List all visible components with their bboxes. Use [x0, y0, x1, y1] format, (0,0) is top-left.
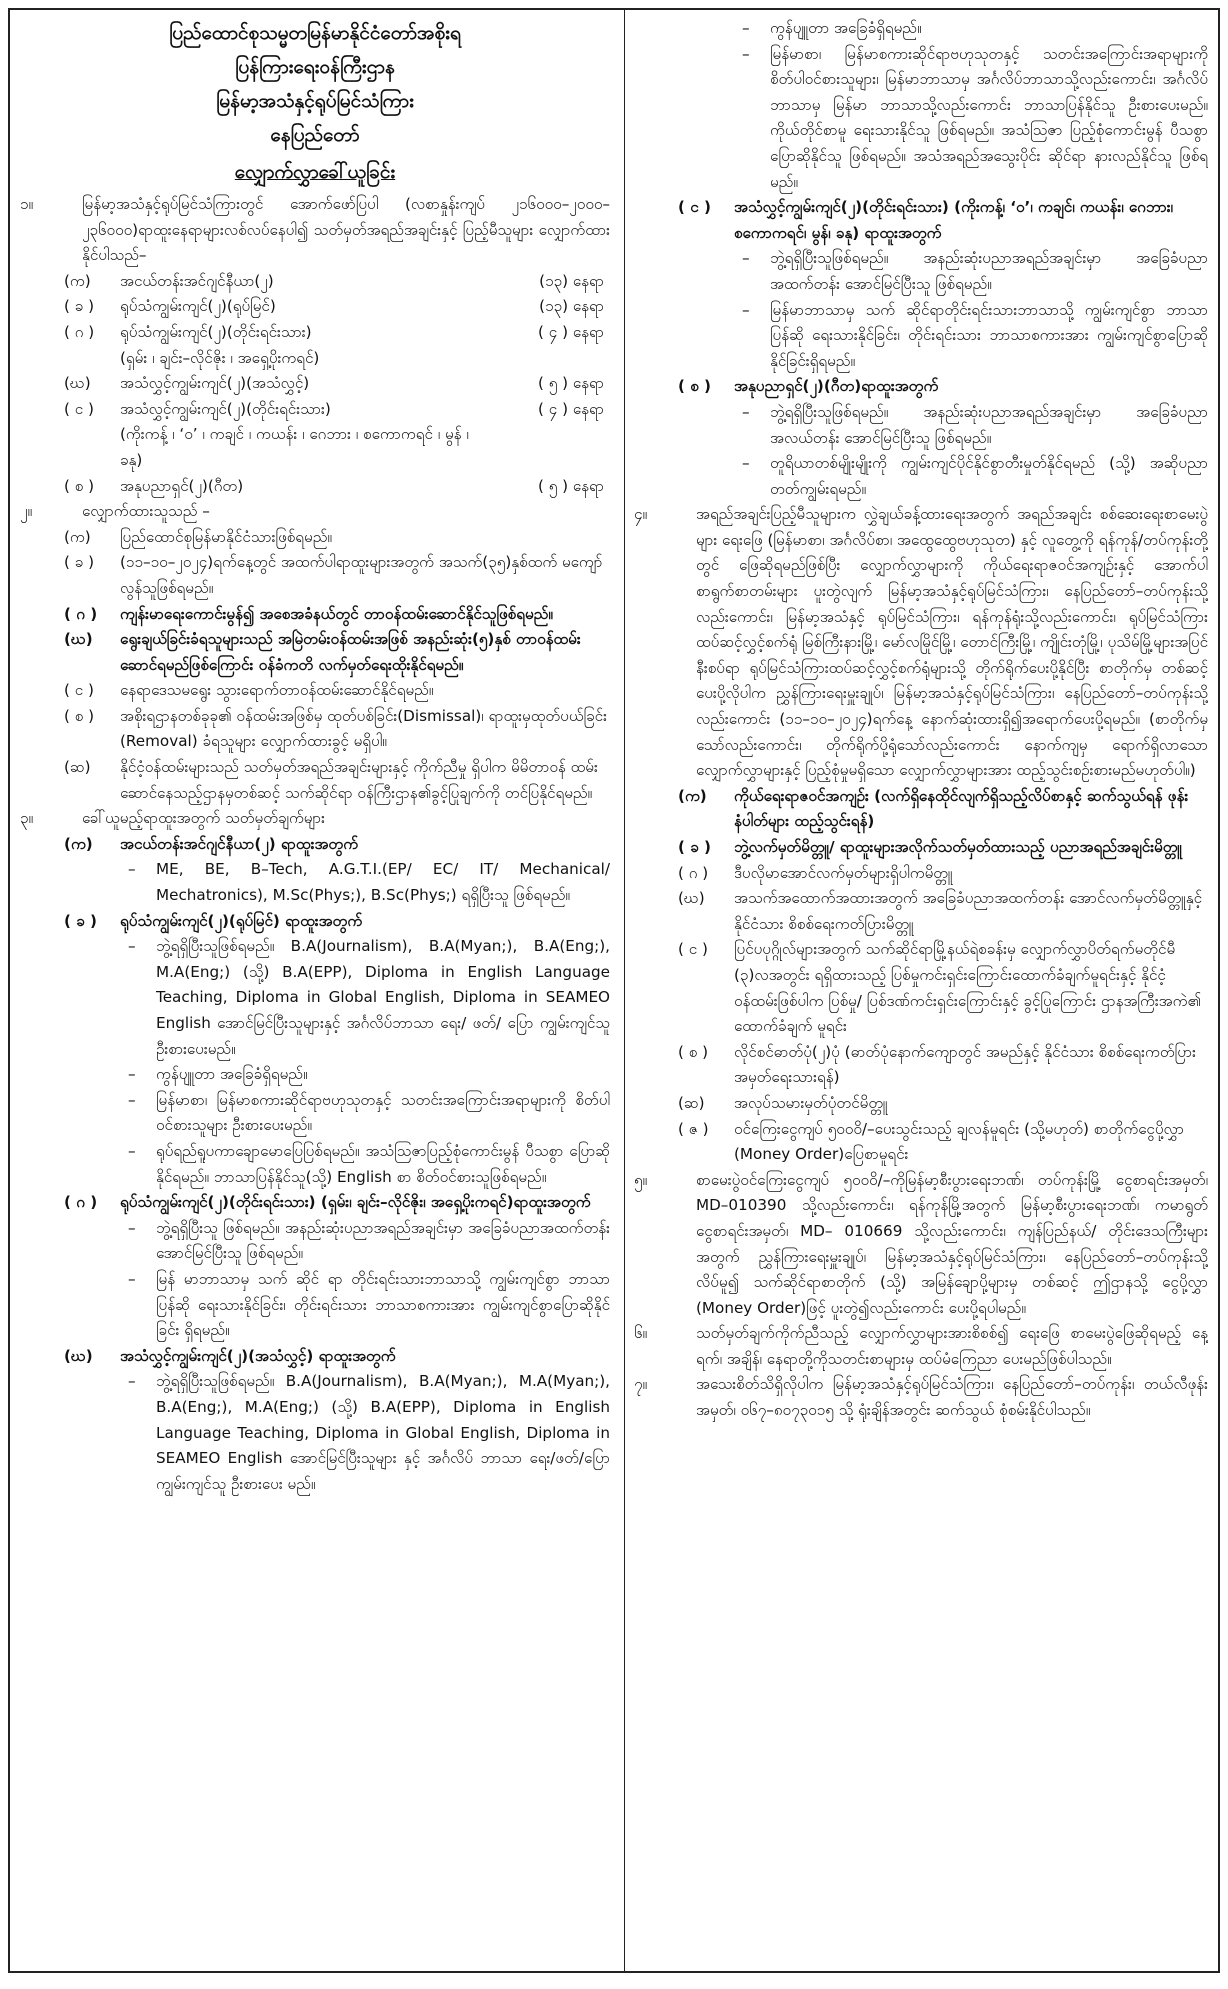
bullet-text: ရုပ်ရည်ရူပကာချောမောပြေပြစ်ရမည်။ အသံဩဇာပြည့်စုံကောင်းမွန် ပီသစွာ ပြောဆိုနိုင်ရမည်။ ဘာသာပြန်နိုင်သူ(သို့) English စာ စိတ်ဝင်စားသူဖြစ်ရမည်။ [156, 1141, 610, 1186]
section-4-num: ၄။ [634, 505, 648, 524]
item-text: (ကိုးကန့် ၊ ‘ဝ’ ၊ ကချင် ၊ ကယန်း ၊ ဂေဘား ၊ စကောကရင် ၊ မွန် ၊ ခနု) [120, 425, 469, 469]
section-5-text: စာမေးပွဲဝင်ကြေးငွေကျပ် ၅၀၀၀ိ/–ကိုမြန်မာ့စီးပွားရေးဘဏ်၊ တပ်ကုန်းမြို့ ငွေစာရင်းအမှတ်၊ MD–010390 သို့လည်းကောင်း၊ ရန်ကုန်မြို့အတွက် မြန်မာ့စီးပွားရေးဘဏ်၊ ကမာရွတ် ငွေစာရင်းအမှတ်၊ MD– 010669 သို့လည်းကောင်း၊ ကျန်ပြည်နယ်/ တိုင်းဒေသကြီးများအတွက် ညွှန်ကြားရေးမှူးချုပ်၊ မြန်မာ့အသံနှင့်ရုပ်မြင်သံကြား၊ နေပြည်တော်–တပ်ကုန်းသို့ လိပ်မူ၍ သက်ဆိုင်ရာစာတိုက် (သို့) အမြန်ချောပို့များမှ တစ်ဆင့် ဤဌာနသို့ ငွေပို့လွှာ (Money Order)ဖြင့် ပူးတွဲ၍လည်းကောင်း ပေးပို့ရပါမည်။ [696, 1170, 1208, 1317]
bullet-text: ME, BE, B–Tech, A.G.T.I.(EP/ EC/ IT/ Mechanical/ Mechatronics), M.Sc(Phys;), B.Sc(Phys;) ရရှိပြီးသူ ဖြစ်ရမည်။ [156, 860, 610, 905]
section-3 [20, 806, 610, 832]
group-title: အငယ်တန်းအင်ဂျင်နီယာ(၂) ရာထူးအတွက် [120, 834, 359, 853]
list-item [634, 784, 1208, 835]
header [20, 16, 610, 192]
item-label: ( ဇ ) [678, 1119, 709, 1138]
header-title: လျှောက်လွှာခေါ်ယူခြင်း [234, 161, 396, 183]
item-text: (၁၁–၁၀–၂၀၂၄)ရက်နေ့တွင် အထက်ပါရာထူးများအတွက် အသက်(၃၅)နှစ်ထက် မကျော်လွန်သူဖြစ်ရမည်။ [120, 553, 603, 597]
item-label: (ဆ) [678, 1093, 705, 1112]
list-item [20, 678, 610, 704]
item-label: ( ဂ ) [678, 863, 709, 882]
section-3-groups [20, 832, 610, 1497]
item-label: (ဃ) [678, 889, 705, 908]
bullet-dash: – [742, 402, 750, 421]
continued-bullets [634, 16, 1208, 195]
left-column [20, 16, 620, 1965]
list-item [20, 755, 610, 806]
item-text: အသံလွှင့်ကျွမ်းကျင်(၂)(အသံလွှင့်) [120, 374, 310, 393]
item-places: ( ၄ ) နေရာ [538, 399, 604, 418]
item-label: ( ဂ ) [64, 322, 95, 341]
section-5-num: ၅။ [634, 1170, 648, 1189]
bullet-text: ဘွဲ့ရရှိပြီးသူဖြစ်ရမည်။ B.A(Journalism), B.A(Myan;), B.A(Eng;), M.A(Eng;) (သို့) B.A(EPP), Diploma in English Language Teaching, Diploma in Global English, Diploma in SEAMEO English အောင်မြင်ပြီးသူများနှင့် အင်္ဂလိပ်ဘာသာ ရေး/ ဖတ်/ ပြော ကျွမ်းကျင်သူ ဦးစားပေးမည်။ [156, 937, 610, 1058]
item-label: ( ခ ) [678, 838, 712, 856]
section-4 [634, 502, 1208, 784]
item-text: အလုပ်သမားမှတ်ပုံတင်မိတ္တူ [734, 1093, 888, 1112]
item-text: အစိုးရဌာနတစ်ခုခု၏ ဝန်ထမ်းအဖြစ်မှ ထုတ်ပစ်ခြင်း(Dismissal)၊ ရာထူးမှထုတ်ပယ်ခြင်း (Removal) ခံရသူများ လျှောက်ထားခွင့် မရှိပါ။ [120, 706, 607, 751]
item-text: ပြည်ထောင်စုမြန်မာနိုင်ငံသားဖြစ်ရမည်။ [120, 527, 332, 546]
item-text: ဘွဲ့လက်မှတ်မိတ္တူ/ ရာထူးများအလိုက်သတ်မှတ်ထားသည့် ပညာအရည်အချင်းမိတ္တူ [734, 838, 1182, 856]
item-text: နေရာဒေသမရွေး သွားရောက်တာဝန်ထမ်းဆောင်နိုင်ရမည်။ [120, 681, 434, 700]
list-item [634, 861, 1208, 887]
group-heading [20, 909, 610, 935]
bullet-dash: – [742, 19, 750, 37]
section-3-num: ၃။ [20, 809, 34, 828]
bullet-item [634, 451, 1208, 502]
item-text: အနုပညာရှင်(၂)(ဂီတ) [120, 476, 244, 495]
group-title: အသံလွှင့်ကျွမ်းကျင်(၂)(အသံလွှင့်) ရာထူးအတွက် [120, 1346, 396, 1365]
bullet-dash: – [128, 1269, 136, 1288]
group-label: ( င ) [678, 198, 711, 217]
item-text: ကိုယ်ရေးရာဇဝင်အကျဉ်း (လက်ရှိနေထိုင်လျက်ရှိသည့်လိပ်စာနှင့် ဆက်သွယ်ရန် ဖုန်းနံပါတ်များ ထည့်သွင်းရန်) [734, 786, 1189, 831]
section-6-text: သတ်မှတ်ချက်ကိုက်ညီသည့် လျှောက်လွှာများအားစိစစ်၍ ရေးဖြေ စာမေးပွဲဖြေဆိုရမည့် နေ့ရက်၊ အချိန်၊ နေရာတို့ကိုသတင်းစာများမှ ထပ်မံကြေညာ ပေးမည်ဖြစ်ပါသည်။ [696, 1324, 1208, 1368]
bullet-text: ဘွဲ့ရရှိပြီးသူဖြစ်ရမည်။ B.A(Journalism), B.A(Myan;), M.A(Myan;), B.A(Eng;), M.A(Eng;) (သို့) B.A(EPP), Diploma in English Language Teaching, Diploma in Global English, Diploma in SEAMEO English အောင်မြင်ပြီးသူများ နှင့် အင်္ဂလိပ် ဘာသာ ရေး/ဖတ်/ပြော ကျွမ်းကျင်သူ ဦးစားပေး မည်။ [156, 1372, 610, 1493]
bullet-item [634, 16, 1208, 42]
group-sa [634, 374, 1208, 502]
group-label: ( ဂ ) [64, 1193, 98, 1212]
list-item [634, 937, 1208, 1039]
group-nga [634, 195, 1208, 374]
bullet-dash: – [128, 860, 136, 879]
item-label: ( င ) [64, 399, 94, 418]
group-label: ( စ ) [678, 377, 712, 396]
section-6 [634, 1321, 1208, 1372]
item-places: (၁၃) နေရာ [539, 297, 604, 316]
bullet-item [20, 934, 610, 1062]
item-text: လိုင်စင်ဓာတ်ပုံ(၂)ပုံ (ဓာတ်ပုံနောက်ကျောတွင် အမည်နှင့် နိုင်ငံသား စိစစ်ရေးကတ်ပြားအမှတ်ရေးသားရန်) [734, 1042, 1196, 1087]
item-text: ရွေးချယ်ခြင်းခံရသူများသည် အမြဲတမ်းဝန်ထမ်းအဖြစ် အနည်းဆုံး(၅)နှစ် တာဝန်ထမ်းဆောင်ရမည်ဖြစ်ကြောင်း ဝန်ခံကတိ လက်မှတ်ရေးထိုးနိုင်ရမည်။ [120, 630, 581, 674]
item-label: ( င ) [678, 940, 708, 959]
item-label [64, 346, 120, 372]
list-item [20, 474, 610, 500]
bullet-item [20, 1267, 610, 1344]
bullet-text: မြန်မာဘာသာမှ သက် ဆိုင်ရာတိုင်းရင်းသားဘာသာသို့ ကျွမ်းကျင်စွာ ဘာသာပြန်ဆို ရေးသားနိုင်ခြင်း၊ တိုင်းရင်းသား ဘာသာစကားအား ကျွမ်းကျင်စွာပြောဆိုနိုင်ခြင်းရှိရမည်။ [770, 300, 1208, 370]
bullet-text: မြန်မာစာ၊ မြန်မာစကားဆိုင်ရာဗဟုသုတနှင့် သတင်းအကြောင်းအရာများကို စိတ်ပါဝင်စားသူများ၊ မြန်မာဘာသာမှ အင်္ဂလိပ်ဘာသာသို့လည်းကောင်း၊ အင်္ဂလိပ်ဘာသာမှ မြန်မာ ဘာသာသို့လည်းကောင်း ဘာသာပြန်နိုင်သူ ဦးစားပေးမည်။ ကိုယ်တိုင်စာမူ ရေးသားနိုင်သူ ဖြစ်ရမည်။ အသံဩဇာ ပြည့်စုံကောင်းမွန် ပီသစွာ ပြောဆိုနိုင်သူ ဖြစ်ရမည်။ အသံအရည်အသွေးပိုင်း ဆိုင်ရာ နားလည်နိုင်သူ ဖြစ်ရမည်။ [770, 44, 1208, 191]
list-item [634, 886, 1208, 937]
section-1-text: မြန်မာ့အသံနှင့်ရုပ်မြင်သံကြားတွင် အောက်ဖော်ပြပါ (လစာနှုန်းကျပ် ၂၁၆၀၀၀–၂၀၀၀–၂၃၆၀၀၀)ရာထူးနေရာများလစ်လပ်နေပါ၍ သတ်မှတ်အရည်အချင်းနှင့် ပြည့်မီသူများ လျှောက်ထားနိုင်ပါသည်– [82, 195, 610, 265]
item-places: ( ၄ ) နေရာ [538, 322, 604, 341]
column-divider [624, 10, 625, 1971]
item-text: ဒီပလိုမာအောင်လက်မှတ်များရှိပါကမိတ္တူ [734, 863, 953, 882]
item-text: ရုပ်သံကျွမ်းကျင်(၂)(တိုင်းရင်းသား) [120, 322, 312, 341]
bullet-dash: – [742, 454, 750, 473]
section-4-items [634, 784, 1208, 1168]
list-item [20, 422, 610, 473]
section-5 [634, 1168, 1208, 1322]
bullet-item [634, 298, 1208, 375]
list-item [20, 346, 610, 372]
item-text: အသက်အထောက်အထားအတွက် အခြေခံပညာအထက်တန်း အောင်လက်မှတ်မိတ္တူနှင့် နိုင်ငံသား စိစစ်ရေးကတ်ပြားမိတ္တူ [734, 889, 1203, 933]
bullet-dash: – [742, 44, 750, 63]
bullet-text: ဘွဲ့ရရှိပြီးသူ ဖြစ်ရမည်။ အနည်းဆုံးပညာအရည်အချင်းမှာ အခြေခံပညာအထက်တန်း အောင်မြင်ပြီးသူ ဖြစ်ရမည်။ [156, 1218, 610, 1263]
item-text: အသံလွှင့်ကျွမ်းကျင်(၂)(တိုင်းရင်းသား) [120, 399, 331, 418]
item-places [474, 422, 610, 473]
bullet-text: ကွန်ပျူတာ အခြေခံရှိရမည်။ [156, 1065, 308, 1084]
bullet-dash: – [128, 937, 136, 956]
announcement-page [8, 8, 1220, 1973]
item-text: ပြင်ပပုဂ္ဂိုလ်များအတွက် သက်ဆိုင်ရာမြို့နယ်ရဲစခန်းမှ လျှောက်လွှာပိတ်ရက်မတိုင်မီ (၃)လအတွင်း ရရှိထားသည့် ပြစ်မှုကင်းရှင်းကြောင်းထောက်ခံချက်မူရင်းနှင့် နိုင်ငံ့ဝန်ထမ်းဖြစ်ပါက ပြစ်မှု/ ပြစ်ဒဏ်ကင်းရှင်းကြောင်းနှင့် ခွင့်ပြုကြောင်း ဌာနအကြီးအကဲ၏ ထောက်ခံချက် မူရင်း [734, 940, 1202, 1036]
bullet-text: ဘွဲ့ရရှိပြီးသူဖြစ်ရမည်။ အနည်းဆုံးပညာအရည်အချင်းမှာ အခြေခံပညာအလယ်တန်း အောင်မြင်ပြီးသူ ဖြစ်ရမည်။ [770, 402, 1208, 447]
list-item [20, 371, 610, 397]
bullet-dash: – [742, 249, 750, 268]
item-label: ( စ ) [64, 476, 95, 495]
group-label: ( ခ ) [64, 911, 98, 930]
section-1-items [20, 269, 610, 499]
group-label: (က) [64, 834, 93, 853]
section-7-num: ၇။ [634, 1375, 648, 1394]
list-item [634, 1091, 1208, 1117]
list-item [20, 269, 610, 295]
list-item [20, 602, 610, 628]
bullet-item [20, 1062, 610, 1088]
bullet-item [20, 1216, 610, 1267]
item-label: ( ခ ) [64, 553, 95, 572]
item-label: (က) [64, 527, 91, 546]
item-text: နိုင်ငံ့ဝန်ထမ်းများသည် သတ်မှတ်အရည်အချင်းများနှင့် ကိုက်ညီမှု ရှိပါက မိမိတာဝန် ထမ်းဆောင်နေသည့်ဌာနမှတစ်ဆင့် သက်ဆိုင်ရာ ဝန်ကြီးဌာန၏ခွင့်ပြုချက်ကို တင်ပြနိုင်ရမည်။ [120, 758, 598, 802]
group-label: (ဃ) [64, 1346, 93, 1365]
list-item [20, 397, 610, 423]
section-2-text: လျှောက်ထားသူသည် – [82, 502, 210, 521]
section-7-text: အသေးစိတ်သိရှိလိုပါက မြန်မာ့အသံနှင့်ရုပ်မြင်သံကြား၊ နေပြည်တော်–တပ်ကုန်း၊ တယ်လီဖုန်း အမှတ်၊ ၀၆၇–၈၀၇၃၀၁၅ သို့ ရုံးချိန်အတွင်း ဆက်သွယ် စုံစမ်းနိုင်ပါသည်။ [696, 1375, 1208, 1420]
list-item [634, 1040, 1208, 1091]
list-item [20, 704, 610, 755]
section-2 [20, 499, 610, 525]
group-title: ရုပ်သံကျွမ်းကျင်(၂)(ရုပ်မြင်) ရာထူးအတွက် [120, 911, 363, 930]
bullet-dash: – [128, 1065, 136, 1084]
group-title: အနုပညာရှင်(၂)(ဂီတ)ရာထူးအတွက် [734, 377, 939, 396]
item-text: (ရှမ်း ၊ ချင်း–လိုင်ဇိုး ၊ အရှေ့ပိုးကရင်) [120, 348, 320, 367]
header-line-2: ပြန်ကြားရေးဝန်ကြီးဌာန [235, 56, 395, 78]
item-places [474, 346, 610, 372]
bullet-text: တူရိယာတစ်မျိုးမျိုးကို ကျွမ်းကျင်ပိုင်နိုင်စွာတီးမှုတ်နိုင်ရမည် (သို့) အဆိုပညာ တတ်ကျွမ်းရမည်။ [770, 454, 1208, 498]
list-item [634, 835, 1208, 861]
item-label: ( စ ) [678, 1042, 709, 1061]
section-4-text: အရည်အချင်းပြည့်မီသူများက လွှဲချယ်ခန့်ထားရေးအတွက် အရည်အချင်း စစ်ဆေးရေးစာမေးပွဲများ ရေးဖြေ (မြန်မာစာ၊ အင်္ဂလိပ်စာ၊ အထွေထွေဗဟုသုတ) နှင့် လူတွေ့ကို ရန်ကုန်/တပ်ကုန်းတို့တွင် ဖြေဆိုရမည်ဖြစ်ပြီး လျှောက်လွှာများကို ကိုယ်ရေးရာဇဝင်အကျဉ်းနှင့် အောက်ပါစာရွက်စာတမ်းများ ပူးတွဲလျက် မြန်မာ့အသံနှင့်ရုပ်မြင်သံကြား၊ နေပြည်တော်–တပ်ကုန်းသို့လည်းကောင်း၊ မြန်မာ့အသံနှင့် ရုပ်မြင်သံကြား၊ ရန်ကုန်ရုံးသို့လည်းကောင်း၊ ရုပ်မြင်သံကြားထပ်ဆင့်လွှင့်စက်ရုံ မြစ်ကြီးနားမြို့၊ မော်လမြိုင်မြို့၊ တောင်ကြီးမြို့၊ ကျိုင်းတုံမြို့၊ ပုသိမ်မြို့များအပြင် နီးစပ်ရာ ရုပ်မြင်သံကြားထပ်ဆင့်လွှင့်စက်ရုံများသို့ တိုက်ရိုက်ပေးပို့နိုင်ပြီး စာတိုက်မှ တစ်ဆင့်ပေးပို့လိုပါက ညွှန်ကြားရေးမှူးချုပ်၊ မြန်မာ့အသံနှင့်ရုပ်မြင်သံကြား၊ နေပြည်တော်–တပ်ကုန်းသို့လည်းကောင်း (၁၁–၁၀–၂၀၂၄)ရက်နေ့ နောက်ဆုံးထားရှိ၍အရောက်ပေးပို့ရမည်။ (စာတိုက်မှ သော်လည်းကောင်း၊ တိုက်ရိုက်ပို့ရုံသော်လည်းကောင်း နောက်ကျမှ ရောက်ရှိလာသော လျှောက်လွှာများနှင့် ပြည့်စုံမှုမရှိသော လျှောက်လွှာများအား ထည့်သွင်းစဉ်းစားမည်မဟုတ်ပါ။) [696, 505, 1208, 780]
bullet-item [634, 42, 1208, 196]
section-1 [20, 192, 610, 269]
bullet-dash: – [128, 1141, 136, 1160]
item-label: ( စ ) [64, 706, 95, 725]
list-item [20, 320, 610, 346]
item-label: (ဃ) [64, 374, 91, 393]
bullet-text: ဘွဲ့ရရှိပြီးသူဖြစ်ရမည်။ အနည်းဆုံးပညာအရည်အချင်းမှာ အခြေခံပညာအထက်တန်း အောင်မြင်ပြီးသူ ဖြစ်ရမည်။ [770, 249, 1208, 293]
list-item [20, 525, 610, 551]
header-line-1: ပြည်ထောင်စုသမ္မတမြန်မာနိုင်ငံတော်အစိုးရ [169, 22, 461, 44]
bullet-text: မြန် မာဘာသာမှ သက် ဆိုင် ရာ တိုင်းရင်းသားဘာသာသို့ ကျွမ်းကျင်စွာ ဘာသာပြန်ဆို ရေးသားနိုင်ခြင်း၊ တိုင်းရင်းသား ဘာသာစကားအား ကျွမ်းကျင်စွာပြောဆိုနိုင်ခြင်း ရှိရမည်။ [156, 1269, 610, 1340]
item-places: ( ၅ ) နေရာ [538, 374, 604, 393]
item-label: ( င ) [64, 681, 94, 700]
item-label: (ဆ) [64, 758, 91, 777]
item-places: (၁၃) နေရာ [539, 271, 604, 290]
bullet-dash: – [128, 1372, 136, 1391]
group-title: အသံလွှင့်ကျွမ်းကျင်(၂)(တိုင်းရင်းသား) (ကိုးကန့်၊ ‘ဝ’၊ ကချင်၊ ကယန်း၊ ဂေဘား၊ စကောကရင်၊ မွန်၊ ခနု) ရာထူးအတွက် [734, 198, 1173, 242]
section-2-items [20, 525, 610, 807]
group-title: ရုပ်သံကျွမ်းကျင်(၂)(တိုင်းရင်းသား) (ရှမ်း၊ ချင်း–လိုင်ဇိုး၊ အရှေ့ပိုးကရင်)ရာထူးအတွက် [120, 1193, 591, 1212]
item-text: ကျန်းမာရေးကောင်းမွန်၍ အစေအခံနယ်တွင် တာဝန်ထမ်းဆောင်နိုင်သူဖြစ်ရမည်။ [120, 604, 553, 623]
item-text: အငယ်တန်းအင်ဂျင်နီယာ(၂) [120, 271, 274, 290]
section-6-num: ၆။ [634, 1324, 648, 1343]
item-label [64, 422, 120, 473]
bullet-item [20, 857, 610, 908]
list-item [634, 1117, 1208, 1168]
header-line-3: မြန်မာ့အသံနှင့်ရုပ်မြင်သံကြား [216, 90, 414, 112]
group-heading [20, 1190, 610, 1216]
group-heading [20, 832, 610, 858]
list-item [20, 294, 610, 320]
bullet-dash: – [128, 1090, 136, 1109]
bullet-text: မြန်မာစာ၊ မြန်မာစကားဆိုင်ရာဗဟုသုတနှင့် သတင်းအကြောင်းအရာများကို စိတ်ပါဝင်စားသူများ ဦးစားပေးမည်။ [156, 1090, 610, 1135]
bullet-text: ကွန်ပျူတာ အခြေခံရှိရမည်။ [770, 19, 922, 37]
section-2-num: ၂။ [20, 502, 33, 521]
group-heading [20, 1344, 610, 1370]
section-3-text: ခေါ်ယူမည့်ရာထူးအတွက် သတ်မှတ်ချက်များ [82, 809, 325, 828]
bullet-item [20, 1088, 610, 1139]
list-item [20, 550, 610, 601]
section-1-num: ၁။ [20, 195, 34, 213]
header-line-4: နေပြည်တော် [270, 124, 360, 146]
bullet-item [20, 1139, 610, 1190]
group-heading [634, 374, 1208, 400]
item-text: ဝင်ကြေးငွေကျပ် ၅၀၀၀ိ/–ပေးသွင်းသည့် ချလန်မူရင်း (သို့မဟုတ်) စာတိုက်ငွေပို့လွှာ (Money Order)ပြေစာမူရင်း [734, 1119, 1185, 1164]
bullet-dash: – [742, 300, 750, 319]
section-7 [634, 1372, 1208, 1423]
right-column [634, 16, 1208, 1965]
item-label: ( ဂ ) [64, 604, 98, 623]
item-label: (က) [678, 786, 707, 805]
item-label: (ဃ) [64, 630, 93, 649]
bullet-dash: – [128, 1218, 136, 1237]
list-item [20, 627, 610, 678]
item-text: ရုပ်သံကျွမ်းကျင်(၂)(ရုပ်မြင်) [120, 297, 276, 316]
item-label: ( ခ ) [64, 297, 95, 316]
item-places: ( ၅ ) နေရာ [538, 476, 604, 495]
bullet-item [634, 246, 1208, 297]
bullet-item [634, 400, 1208, 451]
item-label: (က) [64, 271, 91, 290]
bullet-item [20, 1369, 610, 1497]
group-heading [634, 195, 1208, 246]
